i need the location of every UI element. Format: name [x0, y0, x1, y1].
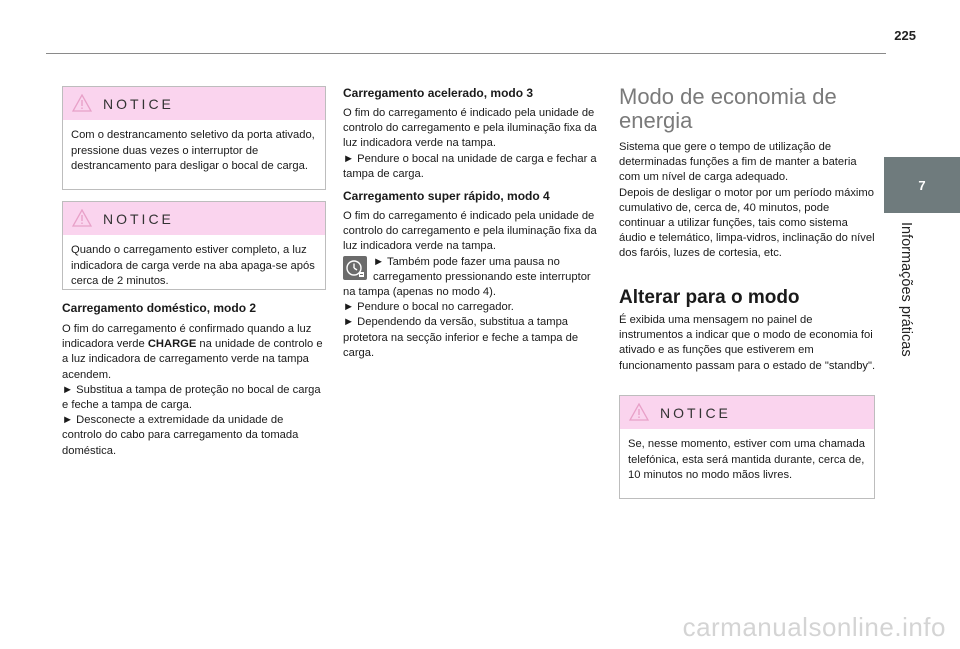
mode-2-text — [62, 322, 326, 459]
section-intro: Sistema que gere o tempo de utilização de determinadas funções a fim de manter a bateria com um nível de carga adequado. Depois de desligar o motor por um período máximo cumulativo de, cerca de, 40 minutos, pode continuar a utilizar funções, tais como sistema áudio e telemático, limpa-vidros, inclinação do nível dos faróis, luzes de cortesia, etc. — [619, 141, 875, 260]
notice-header — [620, 396, 874, 429]
chapter-title: Informações práticas — [898, 222, 914, 357]
notice-label: NOTICE — [660, 404, 731, 421]
notice-header — [63, 87, 325, 120]
mode-3-p1: O fim do carregamento é indicado pela unidade de controlo do carregamento e pela iluminação fixa da luz indicadora verde na tampa. — [343, 107, 597, 150]
subsection-title: Alterar para o modo — [619, 287, 800, 308]
section-title: Modo de economia de energia — [619, 84, 837, 133]
mode-3-step-1: ► Pendure o bocal na unidade de carga e fechar a tampa de carga. — [343, 152, 597, 180]
mode-2-p1-end: na unidade de controlo e a luz indicadora de carregamento verde na tampa acendem. — [62, 338, 323, 381]
warning-icon — [72, 209, 92, 227]
mode-3-text — [343, 106, 601, 182]
heading-mode-2: Carregamento doméstico, modo 2 — [62, 301, 257, 315]
subsection-text: É exibida uma mensagem no painel de instrumentos a indicar que o modo de economia foi ativado e as funções que estiverem em funcionamento passam para o estado de "standby". — [619, 314, 876, 372]
watermark: carmanualsonline.info — [682, 612, 946, 642]
notice-box-1 — [62, 86, 326, 190]
mode-4-step-2: ► Dependendo da versão, substitua a tampa protetora na secção inferior e feche a tampa de carga. — [343, 316, 579, 359]
warning-icon — [72, 94, 92, 112]
top-divider — [46, 53, 886, 54]
warning-icon — [629, 403, 649, 421]
timer-charging-icon — [343, 256, 367, 280]
notice-label: NOTICE — [103, 210, 174, 227]
page-number: 225 — [894, 28, 916, 43]
notice-text: Quando o carregamento estiver completo, a luz indicadora de carga verde na aba apaga-se após cerca de 2 minutos. — [71, 244, 315, 287]
mode-2-p1-start: O fim do carregamento é confirmado quando a luz indicadora verde — [62, 323, 312, 351]
notice-header — [63, 202, 325, 235]
chapter-number: 7 — [918, 177, 926, 193]
mode-2-step-2: ► Desconecte a extremidade da unidade de controlo do cabo para carregamento da tomada doméstica. — [62, 414, 299, 457]
notice-box-3 — [619, 395, 875, 499]
mode-2-step-1: ► Substitua a tampa de proteção no bocal de carga e feche a tampa de carga. — [62, 383, 321, 412]
charge-label: CHARGE — [147, 338, 197, 351]
mode-4-p2: ► Também pode fazer uma pausa no carregamento pressionando este interruptor na tampa (apenas no modo 4). — [343, 255, 591, 299]
heading-mode-4: Carregamento super rápido, modo 4 — [343, 189, 550, 203]
notice-text: Com o destrancamento seletivo da porta ativado, pressione duas vezes o interruptor de destrancamento para desligar o bocal de carga. — [71, 129, 315, 172]
notice-box-2 — [62, 201, 326, 290]
heading-mode-3: Carregamento acelerado, modo 3 — [343, 86, 534, 100]
mode-4-text — [343, 209, 601, 361]
mode-4-p1: O fim do carregamento é indicado pela unidade de controlo do carregamento e pela iluminação fixa da luz indicadora verde na tampa. — [343, 210, 597, 253]
notice-label: NOTICE — [103, 95, 174, 112]
chapter-tab[interactable] — [884, 157, 960, 213]
notice-text: Se, nesse momento, estiver com uma chamada telefónica, esta será mantida durante, cerca de, 10 minutos no modo mãos livres. — [628, 438, 865, 481]
mode-4-step-1: ► Pendure o bocal no carregador. — [343, 301, 514, 314]
